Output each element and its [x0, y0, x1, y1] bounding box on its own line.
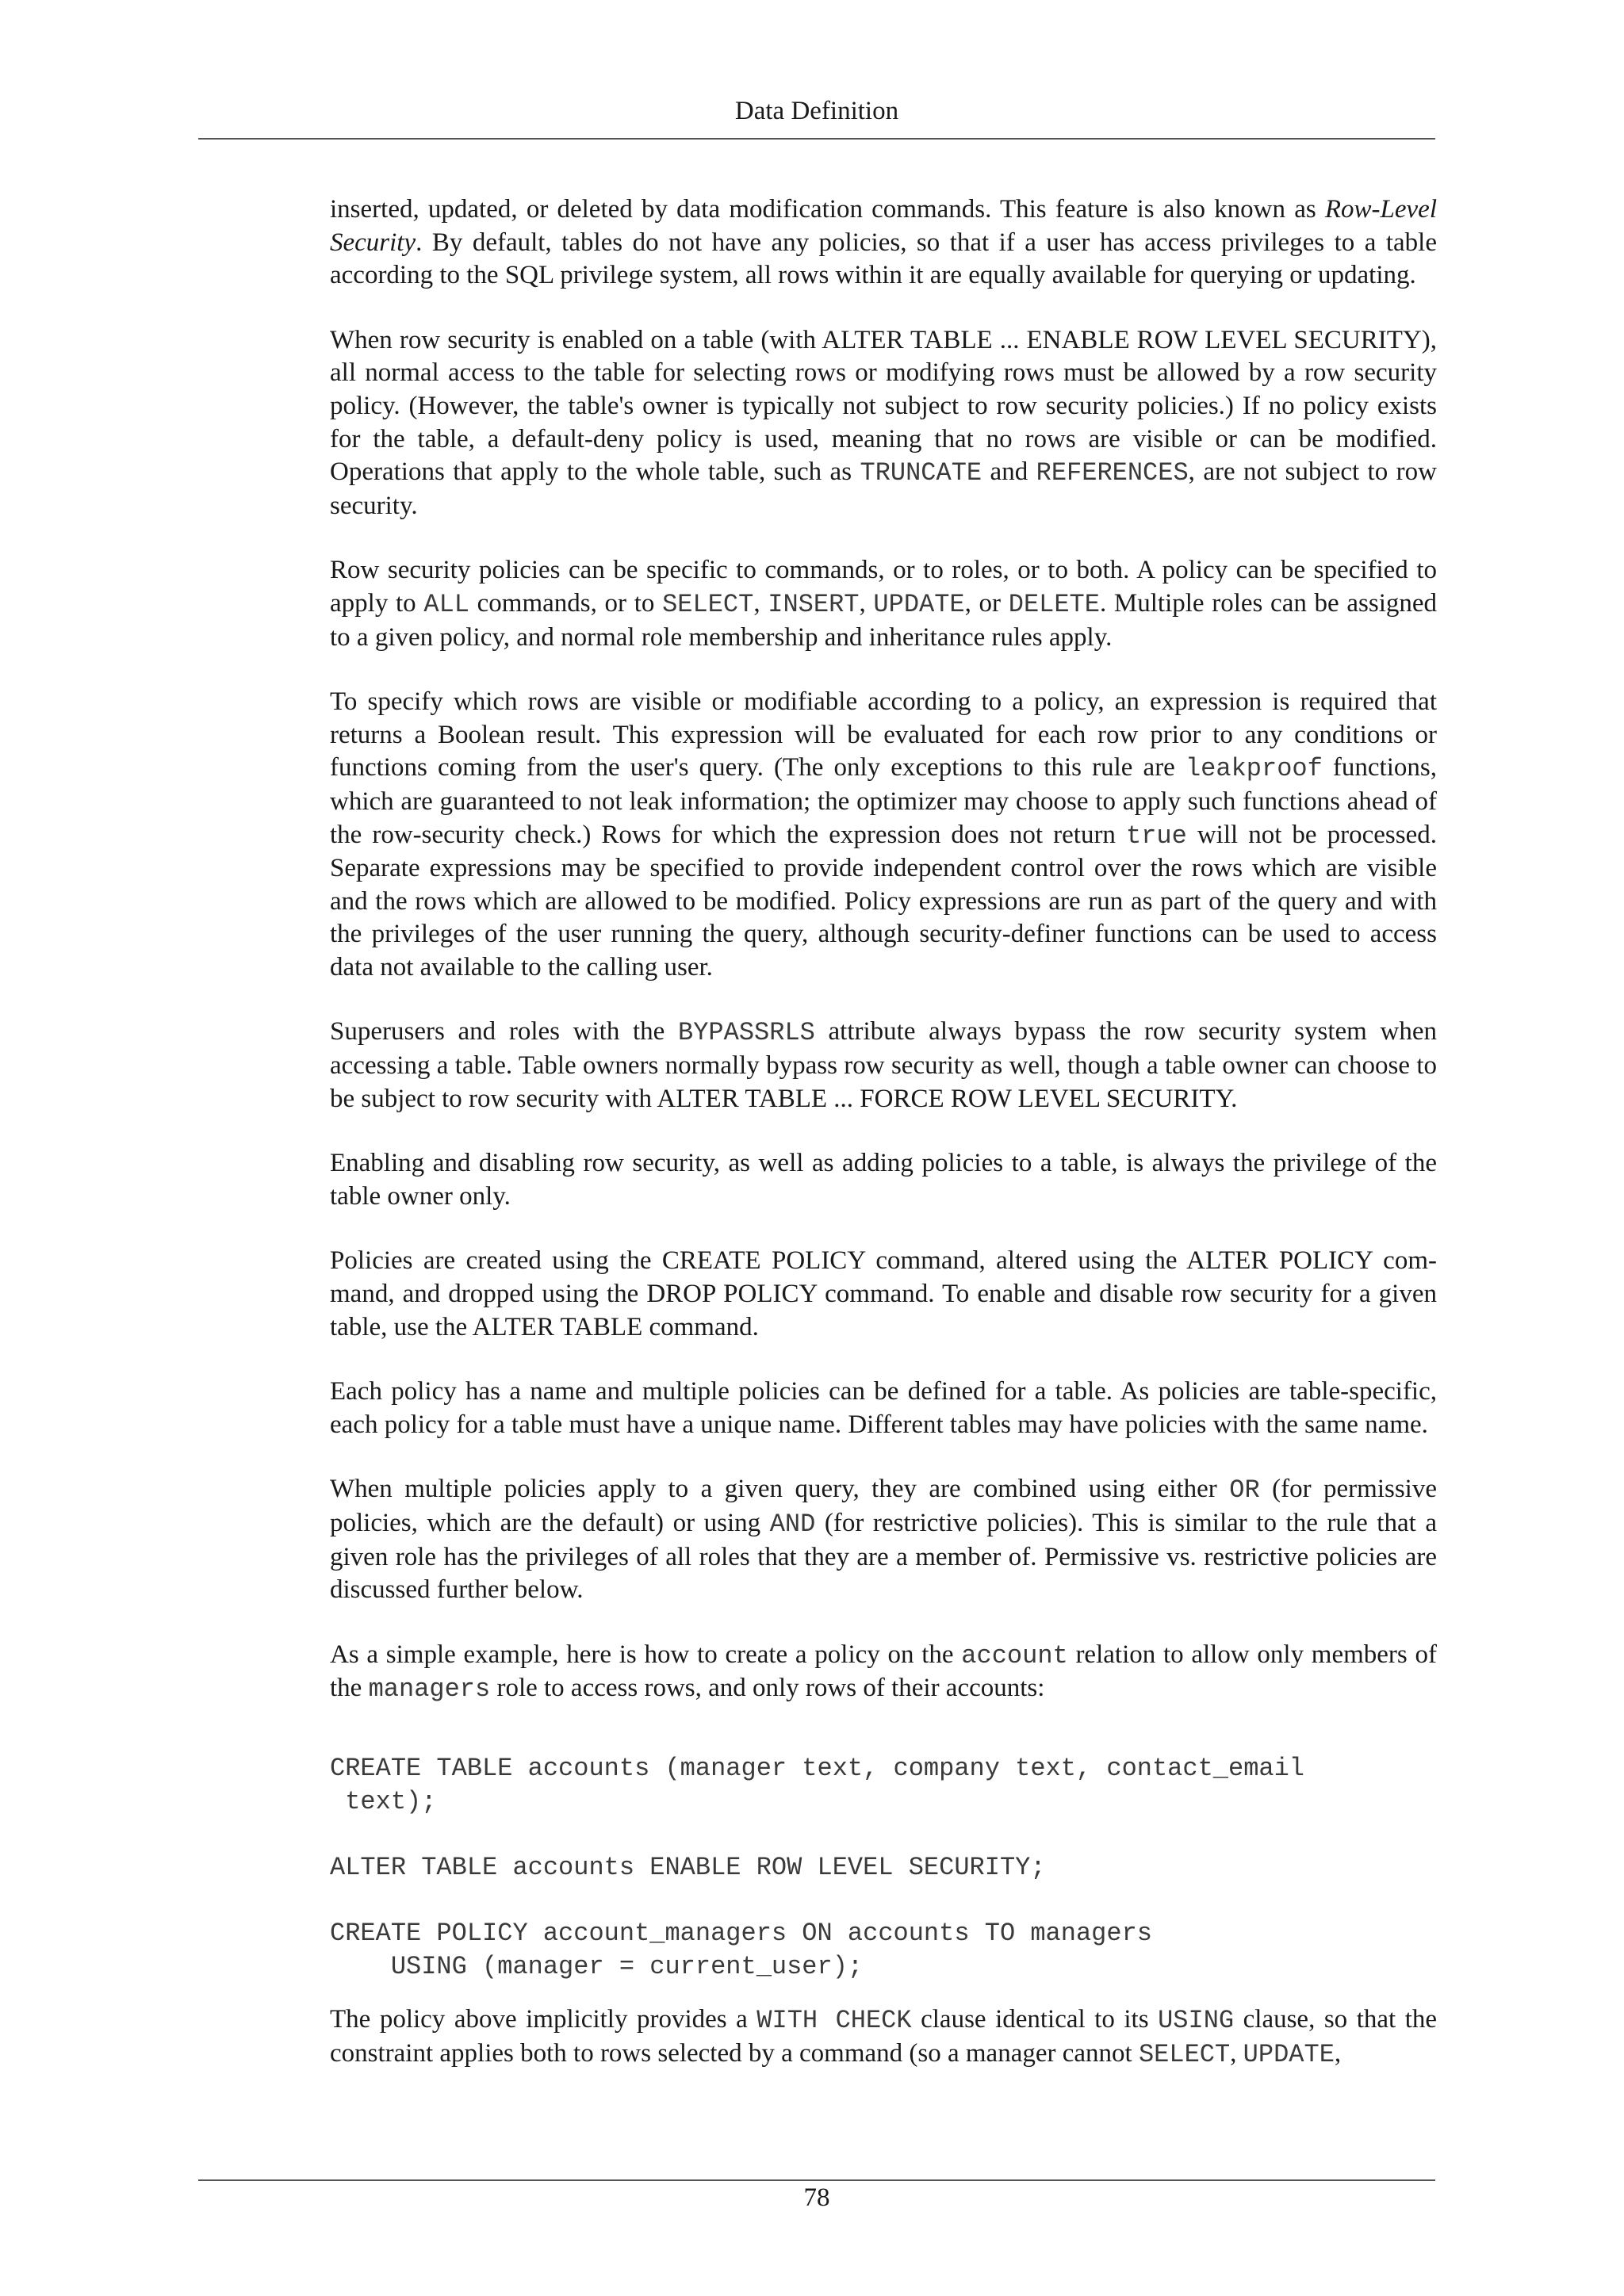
inline-code: managers [368, 1674, 491, 1705]
paragraph-with-check-clause [330, 2003, 1437, 2071]
text-run: clause identical to its [911, 2005, 1159, 2034]
text-run: Policies are created using the CREATE POLICY command, altered using the ALTER POLICY command, and dropped using the DROP POLICY command. To enable and disable row security for a given table, use the ALTER TABLE command. [330, 1246, 1437, 1341]
paragraph-table-owner-privilege [330, 1147, 1437, 1213]
code-line: USING (manager = current_user); [330, 1951, 864, 1981]
text-run: , [859, 588, 874, 618]
text-run: Each policy has a name and multiple policies can be defined for a table. As policies are table-specific, each policy for a table must have a unique name. Different tables may have policies with the same name. [330, 1377, 1437, 1439]
inline-code: SELECT [662, 589, 754, 619]
text-run: will not be processed. Separate expressions may be specified to provide independent control over the rows which are visible and the rows which are allowed to be modified. Policy expressions are run as part of the query and with the privileges of the user running the query, although security-definer functions can be used to access data not available to the calling user. [330, 820, 1437, 982]
inline-code: BYPASSRLS [678, 1018, 815, 1048]
text-run: role to access rows, and only rows of their accounts: [490, 1674, 1045, 1703]
page-number: 78 [803, 2183, 830, 2212]
paragraph-policy-names [330, 1376, 1437, 1441]
paragraph-bypassrls [330, 1016, 1437, 1115]
text-run: (for permissive policies, which are the default) or using [330, 1475, 1437, 1537]
text-run: . Multiple roles can be assigned to a given policy, and normal role membership and inheritance rules apply. [330, 588, 1438, 652]
paragraph-policy-commands [330, 1245, 1437, 1344]
inline-code: leakproof [1185, 754, 1323, 784]
code-line: text); [330, 1786, 437, 1816]
inline-code: UPDATE [1243, 2039, 1335, 2069]
inline-code: AND [769, 1510, 816, 1539]
text-run: As a simple example, here is how to create a policy on the [330, 1640, 962, 1669]
page-body [330, 193, 1437, 2071]
inline-code: account [961, 1640, 1068, 1670]
text-run: , [753, 588, 768, 618]
inline-code: ALL [423, 589, 469, 619]
inline-code: USING [1158, 2006, 1235, 2036]
paragraph-combining-policies [330, 1473, 1437, 1606]
text-run: To specify which rows are visible or modifiable according to a policy, an expression is required that returns a Boolean result. This expression will be evaluated for each row prior to any conditions or functions coming from the user's query. (The only exceptions to this rule are [330, 687, 1437, 783]
text-run: When row security is enabled on a table (with ALTER TABLE ... ENABLE ROW LEVEL SECURITY), all normal access to the table for selecting rows or modifying rows must be allowed by a row security policy. (However, the table's owner is typically not subject to row security policies.) If no policy exists for the table, a default-deny policy is used, meaning that no rows are visible or can be modified. Operations that apply to the whole table, such as [330, 325, 1437, 487]
sql-code-example [330, 1752, 1437, 1983]
footer-rule [198, 2179, 1435, 2181]
code-blank-line [330, 1818, 1437, 1851]
paragraph-policy-expressions [330, 686, 1437, 984]
text-run: , are not subject to row security. [330, 457, 1437, 520]
inline-code: REFERENCES [1036, 458, 1189, 488]
text-run: functions, which are guaranteed to not leak information; the optimizer may choose to apply such functions ahead of the row-security check.) Rows for which the expression does not return [330, 753, 1437, 849]
text-run: and [982, 457, 1036, 487]
text-run: commands, or to [469, 588, 663, 618]
text-run: , or [964, 588, 1009, 618]
inline-code: true [1125, 821, 1187, 851]
text-run: When multiple policies apply to a given query, they are combined using either [330, 1475, 1230, 1504]
paragraph-row-level-security-intro [330, 193, 1437, 293]
inline-code: UPDATE [873, 589, 965, 619]
inline-code: DELETE [1008, 589, 1100, 619]
text-run: Superusers and roles with the [330, 1017, 679, 1047]
header-rule [198, 138, 1435, 140]
paragraph-simple-example [330, 1639, 1437, 1706]
running-header: Data Definition [734, 97, 899, 125]
code-line: ALTER TABLE accounts ENABLE ROW LEVEL SECURITY; [330, 1852, 1046, 1882]
text-run: , [1334, 2038, 1342, 2068]
text-run: . By default, tables do not have any policies, so that if a user has access privileges to a table according to the SQL privilege system, all rows within it are equally available for querying or updating. [330, 228, 1437, 290]
text-run: Row security policies can be specific to commands, or to roles, or to both. A policy can be specified to apply to [330, 556, 1437, 618]
text-run: Enabling and disabling row security, as well as adding policies to a table, is always the privilege of the table owner only. [330, 1149, 1437, 1211]
text-run: attribute always bypass the row security system when accessing a table. Table owners normally bypass row security as well, though a table owner can choose to be subject to row security with ALTER TABLE ... FORCE ROW LEVEL SECURITY. [330, 1017, 1437, 1113]
text-run: (for restrictive policies). This is similar to the rule that a given role has the privileges of all roles that they are a member of. Permissive vs. restrictive policies are discussed further below. [330, 1509, 1437, 1605]
text-run: The policy above implicitly provides a [330, 2005, 757, 2034]
inline-code: OR [1229, 1475, 1260, 1506]
code-line: CREATE POLICY account_managers ON accounts TO managers [330, 1918, 1152, 1948]
inline-code: TRUNCATE [860, 458, 982, 488]
text-run: relation to allow only members of the [330, 1640, 1437, 1703]
text-run: , [1230, 2038, 1243, 2068]
code-line: CREATE TABLE accounts (manager text, company text, contact_email [330, 1753, 1304, 1783]
paragraph-policy-scope [330, 554, 1437, 654]
emphasis-term: Row-Level Security [330, 195, 1437, 257]
inline-code: WITH CHECK [756, 2006, 912, 2036]
inline-code: INSERT [768, 589, 860, 619]
text-run: inserted, updated, or deleted by data modification commands. This feature is also known as [330, 195, 1325, 224]
paragraph-enabling-row-security [330, 324, 1437, 523]
inline-code: SELECT [1138, 2039, 1231, 2069]
code-blank-line [330, 1884, 1437, 1917]
text-run: clause, so that the constraint applies both to rows selected by a command (so a manager cannot [330, 2005, 1438, 2068]
